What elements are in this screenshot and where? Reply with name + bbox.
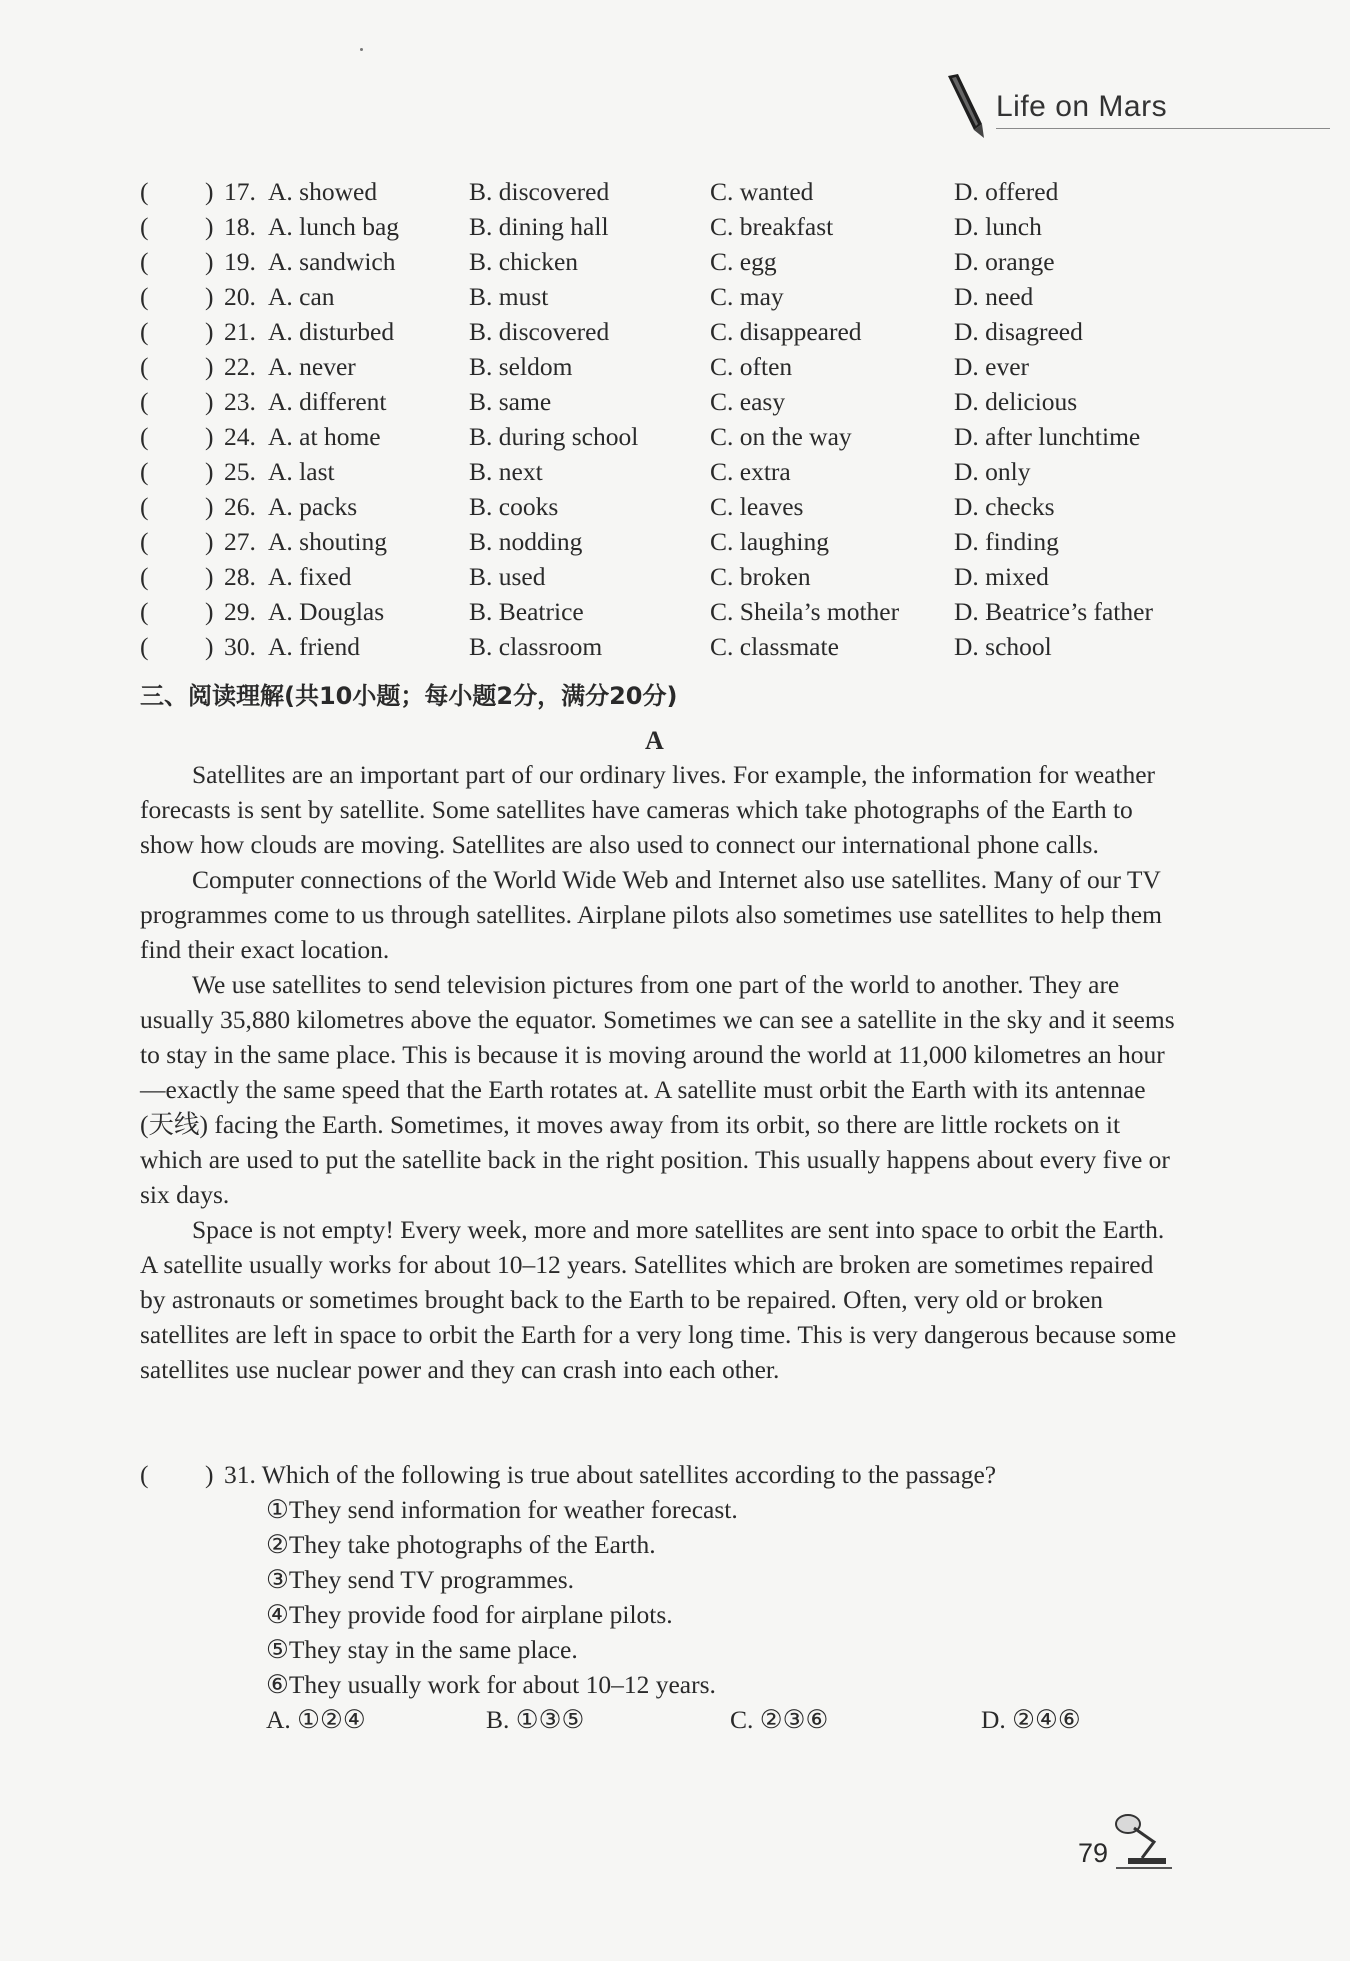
header-rule: [996, 128, 1330, 129]
option-b: B. dining hall: [469, 212, 609, 241]
option-a: A. packs: [268, 492, 358, 521]
option-b: B. chicken: [469, 247, 579, 276]
option-a: A. fixed: [268, 562, 352, 591]
choice-row: [140, 419, 1190, 454]
choice-row: [140, 559, 1190, 594]
option-a: A. sandwich: [268, 247, 396, 276]
choice-row: [140, 524, 1190, 559]
answer-bracket-open: (: [140, 527, 149, 556]
choice-row: [140, 489, 1190, 524]
answer-bracket-close: ): [205, 387, 214, 416]
statement: ⑥They usually work for about 10–12 years.: [266, 1670, 716, 1699]
option-d: D. Beatrice’s father: [954, 597, 1153, 626]
option-d: D. lunch: [954, 212, 1042, 241]
option-b: B. used: [469, 562, 546, 591]
answer-bracket-close: ): [205, 247, 214, 276]
answer-bracket-close: ): [205, 492, 214, 521]
paragraph: Satellites are an important part of our ordinary lives. For example, the information for weather forecasts is sent by satellite. Some satellites have cameras which take photographs of the Earth to show how clouds are moving. Satellites are also used to connect our international phone calls.: [140, 760, 1156, 859]
option-c: C. ②③⑥: [730, 1705, 829, 1734]
answer-bracket-open: (: [140, 422, 149, 451]
question-number: 27.: [224, 527, 256, 556]
option-a: A. different: [268, 387, 387, 416]
choice-row: [140, 454, 1190, 489]
answer-bracket-open: (: [140, 492, 149, 521]
option-d: D. ②④⑥: [981, 1705, 1081, 1734]
choice-row: [140, 244, 1190, 279]
option-c: C. wanted: [710, 177, 814, 206]
option-d: D. only: [954, 457, 1031, 486]
option-c: C. laughing: [710, 527, 829, 556]
option-b: B. next: [469, 457, 543, 486]
option-c: C. Sheila’s mother: [710, 597, 900, 626]
section-title: 三、阅读理解(共10小题；每小题2分，满分20分): [140, 682, 678, 710]
answer-bracket-close: ): [205, 527, 214, 556]
answer-bracket-close: ): [205, 422, 214, 451]
option-d: D. orange: [954, 247, 1055, 276]
option-a: A. lunch bag: [268, 212, 400, 241]
choice-row: [140, 314, 1190, 349]
option-a: A. never: [268, 352, 356, 381]
statement: ④They provide food for airplane pilots.: [266, 1600, 673, 1629]
scan-speck: [360, 48, 363, 51]
answer-bracket-close: ): [205, 597, 214, 626]
option-c: C. extra: [710, 457, 791, 486]
statement: ③They send TV programmes.: [266, 1565, 575, 1594]
desk-lamp-icon: [1112, 1810, 1176, 1870]
option-c: C. often: [710, 352, 793, 381]
option-a: A. last: [268, 457, 335, 486]
answer-bracket-close: ): [205, 177, 214, 206]
option-c: C. easy: [710, 387, 786, 416]
question-stem: 31. Which of the following is true about satellites according to the passage?: [224, 1460, 997, 1489]
answer-bracket-open: (: [140, 282, 149, 311]
statement: ⑤They stay in the same place.: [266, 1635, 578, 1664]
answer-bracket-close: ): [205, 632, 214, 661]
option-d: D. need: [954, 282, 1034, 311]
option-b: B. same: [469, 387, 552, 416]
choice-row: [140, 349, 1190, 384]
option-d: D. ever: [954, 352, 1030, 381]
answer-bracket-close: ): [205, 317, 214, 346]
option-a: A. at home: [268, 422, 381, 451]
option-c: C. egg: [710, 247, 777, 276]
chapter-title: Life on Mars: [996, 90, 1168, 123]
option-a: A. ①②④: [266, 1705, 366, 1734]
option-c: C. leaves: [710, 492, 804, 521]
option-d: D. disagreed: [954, 317, 1083, 346]
answer-bracket-close: ): [205, 562, 214, 591]
question-number: 17.: [224, 177, 256, 206]
choice-row: [140, 209, 1190, 244]
option-d: D. delicious: [954, 387, 1078, 416]
answer-bracket-open: (: [140, 1460, 149, 1489]
option-b: B. during school: [469, 422, 639, 451]
option-b: B. ①③⑤: [486, 1705, 585, 1734]
paragraph: Space is not empty! Every week, more and more satellites are sent into space to orbit the Earth. A satellite usually works for about 10–12 years. Satellites which are broken are sometimes repaired by astronauts or sometimes brought back to the Earth to be repaired. Often, very old or broken satellites are left in space to orbit the Earth for a very long time. This is very dangerous because some satellites use nuclear power and they can crash into each other.: [140, 1215, 1177, 1384]
option-d: D. offered: [954, 177, 1059, 206]
question-number: 18.: [224, 212, 256, 241]
cloze-choices: [140, 174, 1190, 664]
paragraph: Computer connections of the World Wide Web and Internet also use satellites. Many of our TV programmes come to us through satellites. Airplane pilots also sometimes use satellites to help them find their exact location.: [140, 865, 1162, 964]
option-b: B. must: [469, 282, 549, 311]
choice-row: [140, 384, 1190, 419]
option-a: A. showed: [268, 177, 378, 206]
option-b: B. Beatrice: [469, 597, 584, 626]
answer-bracket-open: (: [140, 457, 149, 486]
question-number: 26.: [224, 492, 256, 521]
option-c: C. broken: [710, 562, 811, 591]
option-d: D. school: [954, 632, 1052, 661]
option-b: B. classroom: [469, 632, 603, 661]
choice-row: [140, 629, 1190, 664]
question-number: 21.: [224, 317, 256, 346]
option-a: A. can: [268, 282, 335, 311]
question-stem-line: [140, 1457, 1200, 1492]
answer-bracket-open: (: [140, 562, 149, 591]
answer-bracket-close: ): [205, 457, 214, 486]
question-number: 28.: [224, 562, 256, 591]
reading-passage: [140, 757, 1180, 1387]
answer-bracket-open: (: [140, 632, 149, 661]
statement: ①They send information for weather forecast.: [266, 1495, 738, 1524]
pen-icon: [944, 72, 992, 140]
question-number: 22.: [224, 352, 256, 381]
question-number: 20.: [224, 282, 256, 311]
choice-row: [140, 279, 1190, 314]
choice-row: [140, 594, 1190, 629]
option-c: C. disappeared: [710, 317, 862, 346]
answer-bracket-open: (: [140, 317, 149, 346]
question-number: 29.: [224, 597, 256, 626]
passage-label: A: [645, 726, 664, 755]
option-b: B. nodding: [469, 527, 583, 556]
option-a: A. shouting: [268, 527, 388, 556]
question-number: 30.: [224, 632, 256, 661]
option-b: B. seldom: [469, 352, 573, 381]
answer-bracket-open: (: [140, 352, 149, 381]
option-b: B. discovered: [469, 177, 610, 206]
option-a: A. disturbed: [268, 317, 395, 346]
question-number: 23.: [224, 387, 256, 416]
option-d: D. after lunchtime: [954, 422, 1141, 451]
page-number: 79: [1078, 1838, 1109, 1868]
question-31: [140, 1457, 1200, 1737]
question-number: 24.: [224, 422, 256, 451]
question-number: 25.: [224, 457, 256, 486]
option-d: D. checks: [954, 492, 1055, 521]
answer-bracket-open: (: [140, 177, 149, 206]
option-a: A. friend: [268, 632, 361, 661]
answer-bracket-close: ): [205, 212, 214, 241]
answer-bracket-open: (: [140, 212, 149, 241]
chapter-header: [920, 72, 1330, 142]
option-d: D. finding: [954, 527, 1059, 556]
statement: ②They take photographs of the Earth.: [266, 1530, 656, 1559]
answer-options: [140, 1702, 1200, 1737]
option-b: B. cooks: [469, 492, 559, 521]
answer-bracket-close: ): [205, 352, 214, 381]
answer-bracket-open: (: [140, 597, 149, 626]
answer-bracket-close: ): [205, 282, 214, 311]
option-c: C. classmate: [710, 632, 839, 661]
question-number: 19.: [224, 247, 256, 276]
answer-bracket-open: (: [140, 387, 149, 416]
option-c: C. on the way: [710, 422, 852, 451]
option-b: B. discovered: [469, 317, 610, 346]
answer-bracket-close: ): [205, 1460, 214, 1489]
answer-bracket-open: (: [140, 247, 149, 276]
option-c: C. breakfast: [710, 212, 834, 241]
option-a: A. Douglas: [268, 597, 385, 626]
choice-row: [140, 174, 1190, 209]
option-d: D. mixed: [954, 562, 1049, 591]
paragraph: We use satellites to send television pictures from one part of the world to another. They are usually 35,880 kilometres above the equator. Sometimes we can see a satellite in the sky and it seems to stay in the same place. This is because it is moving around the world at 11,000 kilometres an hour—exactly the same speed that the Earth rotates at. A satellite must orbit the Earth with its antennae (天线) facing the Earth. Sometimes, it moves away from its orbit, so there are little rockets on it which are used to put the satellite back in the right position. This usually happens about every five or six days.: [140, 970, 1175, 1209]
option-c: C. may: [710, 282, 784, 311]
